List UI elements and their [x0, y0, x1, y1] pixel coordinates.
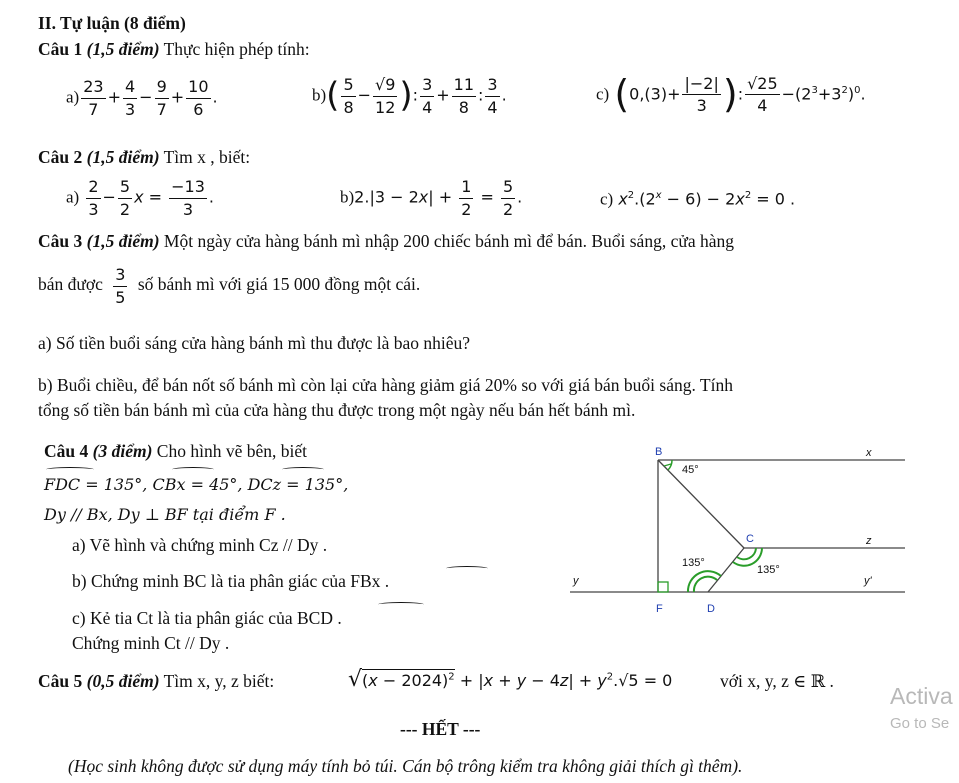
activation-watermark-line2: Go to Se	[890, 715, 950, 732]
q2-b-equation: b)2.|3 − 2x| + $\frac{1}{2}$ = $\frac{5}{2}$ .	[340, 177, 523, 219]
q4-a: a) Vẽ hình và chứng minh Cz // Dy .	[72, 535, 328, 555]
q3-text: Một ngày cửa hàng bánh mì nhập 200 chiếc bánh mì để bán. Buổi sáng, cửa hàng	[163, 231, 734, 251]
q2-a-equation: a) $\frac{2}{3}$ − $\frac{5}{2}$ x = $\frac{-13}{3}$ .	[66, 177, 214, 219]
label-y: y	[573, 575, 579, 587]
right-angle-marker	[658, 582, 668, 592]
q3-line2: bán được $\frac{3}{5}$ số bánh mì với giá 15 000 đồng một cái.	[38, 265, 421, 307]
label-b: B	[655, 446, 663, 458]
label-f: F	[656, 603, 663, 615]
q4-given1: FDC = 135°, CBx = 45°, DCz = 135°,	[44, 475, 349, 494]
label-z: z	[866, 535, 872, 547]
q2-points: (1,5 điểm)	[86, 147, 160, 167]
q3-b-line2: tổng số tiền bán bánh mì của cửa hàng thu được trong một ngày nếu bán hết bánh mì.	[38, 400, 636, 420]
q3-a: a) Số tiền buổi sáng cửa hàng bánh mì thu được là bao nhiêu?	[38, 333, 471, 353]
q5-tail: với x, y, z ∈ ℝ .	[720, 671, 834, 691]
section-title: II. Tự luận (8 điểm)	[38, 13, 186, 33]
q1-a-expression: a) $\frac{23}{7}$ + $\frac{4}{3}$ − $\frac{9}{7}$ + $\frac{10}{6}$ .	[66, 77, 218, 119]
segment-bc	[658, 460, 744, 548]
q1-c-expression: c) (0,(3)+ $\frac{|-2|}{3}$ ): $\frac{√25}{4}$ $-(2^3+3^2)^0$.	[596, 72, 866, 116]
label-d: D	[707, 603, 715, 615]
q3-points: (1,5 điểm)	[86, 231, 160, 251]
footer-note: (Học sinh không được sử dụng máy tính bỏ túi. Cán bộ trông kiểm tra không giải thích gì thêm).	[68, 756, 743, 776]
q2-c-equation: c) $x^2.(2^x - 6) - 2x^2 = 0$ .	[600, 189, 796, 209]
q3-label: Câu 3	[38, 231, 83, 251]
q5-label: Câu 5	[38, 671, 83, 691]
q1-b-expression: b)( $\frac{5}{8}$ − $\frac{√9}{12}$ ): $\frac{3}{4}$ + $\frac{11}{8}$ : $\frac{3}{4}$ .	[312, 75, 507, 117]
q4-text: Cho hình vẽ bên, biết	[156, 441, 307, 461]
q5-equation: $√(x - 2024)^2 + |x + y - 4z| + y^2.√5 = 0$	[348, 667, 673, 692]
label-x: x	[866, 447, 872, 459]
activation-watermark-line1: Activa	[890, 683, 953, 709]
q4-c: c) Kẻ tia Ct là tia phân giác của BCD .	[72, 608, 342, 628]
label-c: C	[746, 533, 754, 545]
q1-text: Thực hiện phép tính:	[163, 39, 310, 59]
label-angle-c: 135°	[757, 564, 780, 576]
label-y-prime: y'	[864, 575, 872, 587]
q5-text: Tìm x, y, z biết:	[163, 671, 275, 691]
q5-heading	[38, 672, 274, 691]
q5-points: (0,5 điểm)	[86, 671, 160, 691]
label-angle-b: 45°	[682, 464, 699, 476]
q4-label: Câu 4	[44, 441, 89, 461]
q4-c2: Chứng minh Ct // Dy .	[72, 633, 230, 653]
q1-label: Câu 1	[38, 39, 83, 59]
label-angle-d: 135°	[682, 557, 705, 569]
segment-cd	[708, 548, 744, 592]
q3-b-line1: b) Buổi chiều, để bán nốt số bánh mì còn lại cửa hàng giảm giá 20% so với giá bán buổi sáng. Tính	[38, 375, 733, 395]
q4-b: b) Chứng minh BC là tia phân giác của FBx .	[72, 571, 390, 591]
q4-given2: Dy // Bx, Dy ⊥ BF tại điểm F .	[44, 505, 286, 524]
q2-label: Câu 2	[38, 147, 83, 167]
q4-points: (3 điểm)	[92, 441, 153, 461]
end-marker: --- HẾT ---	[400, 719, 481, 739]
q2-text: Tìm x , biết:	[163, 147, 251, 167]
q1-points: (1,5 điểm)	[86, 39, 160, 59]
